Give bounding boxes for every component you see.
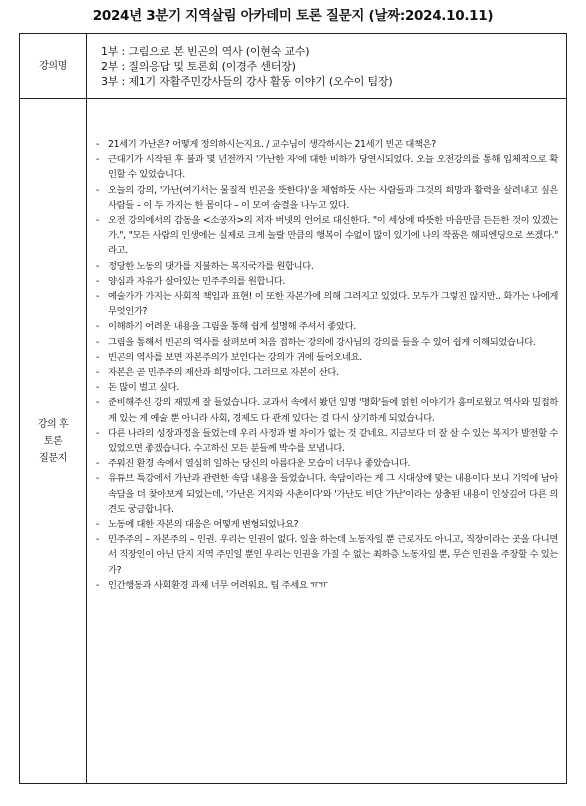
question-item: - 빈곤의 역사를 보면 자본주의가 보인다는 강의가 귀에 들어오네요.: [95, 350, 558, 365]
question-item: - 민주주의 – 자본주의 – 인권. 우리는 인권이 없다. 일을 하는데 노동자일 뿐 근로자도 아니고, 직장이라는 곳을 다니면서 직장인이 아닌 단지 지역 주민일 뿐인 우리는 인권을 가질 수 없는 최하층 노동자일 뿐, 무슨 인권을 주장할 수 있는가?: [95, 532, 558, 578]
question-item: - 이해하기 어려운 내용을 그림을 통해 쉽게 설명해 주셔서 좋았다.: [95, 319, 558, 334]
questions-cell: [87, 99, 567, 784]
question-item: - 노동에 대한 자본의 대응은 어떻게 변형되었나요?: [95, 517, 558, 532]
question-item: - 오전 강의에서의 감동을 <소공자>의 저자 버넷의 언어로 대신한다. "이 세상에 따뜻한 마음만큼 든든한 것이 있겠는가.", "모든 사람의 인생에는 실제로 크게 놀랄 만큼의 행복이 수없이 많이 있기에 나의 작품은 해피엔딩으로 쓰겠다." 라고.: [95, 213, 558, 259]
question-item: - 양심과 자유가 살아있는 민주주의를 원합니다.: [95, 274, 558, 289]
question-item: - 21세기 가난은? 어떻게 정의하시는지요. / 교수님이 생각하시는 21세기 빈곤 대책은?: [95, 137, 558, 152]
questions-label-line-1: 강의 후: [37, 418, 69, 430]
questions-row: [20, 99, 567, 784]
question-form-table: [19, 33, 567, 784]
questions-label-line-3: 질문지: [39, 452, 67, 464]
session-3: 3부 : 제1기 자활주민강사들의 강사 활동 이야기 (오수이 팀장): [101, 74, 393, 88]
question-item: - 주워진 환경 속에서 열심히 일하는 당신의 아름다운 모습이 너무나 좋았습니다.: [95, 456, 558, 471]
question-item: - 근대기가 시작된 후 불과 몇 년전까지 '가난한 자'에 대한 비하가 당연시되었다. 오늘 오전강의를 통해 입체적으로 확인할 수 있었습니다.: [95, 152, 558, 182]
question-item: - 준비해주신 강의 재밌게 잘 들었습니다. 교과서 속에서 봤던 일명 '명화'들에 얽힌 이야기가 흥미로웠고 역사와 밀접하게 있는 게 예술 뿐 아니라 사회, 경제도 다 관계 있다는 걸 다시 상기하게 되었습니다.: [95, 395, 558, 425]
session-2: 2부 : 질의응답 및 토론회 (이경주 센터장): [101, 59, 296, 73]
questions-label: [20, 99, 87, 784]
question-item: - 정당한 노동의 댓가를 지불하는 복지국가를 원합니다.: [95, 259, 558, 274]
question-item: - 유튜브 특강에서 가난과 관련한 속담 내용을 들었습니다. 속담이라는 게 그 시대상에 맞는 내용이다 보니 기억에 남아 속담을 더 찾아보게 되었는데, '가난은 거지와 사촌이다'와 '가난도 비단 가난'이라는 상충된 내용이 인상깊어 다른 의견도 궁금합니다.: [95, 471, 558, 517]
session-1: 1부 : 그림으로 본 빈곤의 역사 (이현숙 교수): [101, 44, 310, 58]
document-title: 2024년 3분기 지역살림 아카데미 토론 질문지 (날짜:2024.10.11): [92, 8, 494, 24]
questions-label-line-2: 토론: [43, 435, 63, 447]
question-list: [95, 137, 558, 593]
question-item: - 그림을 통해서 빈곤의 역사를 살펴보며 처음 접하는 강의에 강사님의 강의를 들을 수 있어 쉽게 이해되었습니다.: [95, 335, 558, 350]
lecture-row: [20, 34, 567, 99]
question-item: - 인간행동과 사회환경 과제 너무 어려워요. 팁 주세요 ㅠㅠ: [95, 578, 558, 593]
question-item: - 예술가가 가지는 사회적 책임과 표현! 이 또한 자본가에 의해 그려지고 있었다. 모두가 그렇진 않지만.. 화가는 나에게 무엇인가?: [95, 289, 558, 319]
question-item: - 돈 많이 벌고 싶다.: [95, 380, 558, 395]
lecture-sessions: [87, 34, 567, 99]
lecture-label: 강의명: [20, 34, 87, 99]
question-item: - 오늘의 강의, '가난(여기서는 물질적 빈곤을 뜻한다)'을 체험하듯 사는 사람들과 그것의 희망과 활력을 살려내고 싶은 사람들 – 이 두 가지는 한 몸이다 – 이 모여 숨결을 나누고 있다.: [95, 183, 558, 213]
question-item: - 다른 나라의 성장과정을 들었는데 우리 사정과 별 차이가 없는 것 같네요. 지금보다 더 잘 살 수 있는 복지가 발전할 수 있었으면 좋겠습니다. 수고하신 모든 분들께 박수를 보냅니다.: [95, 426, 558, 456]
question-item: - 자본은 곧 민주주의 재산과 희망이다. 그러므로 자본이 산다.: [95, 365, 558, 380]
